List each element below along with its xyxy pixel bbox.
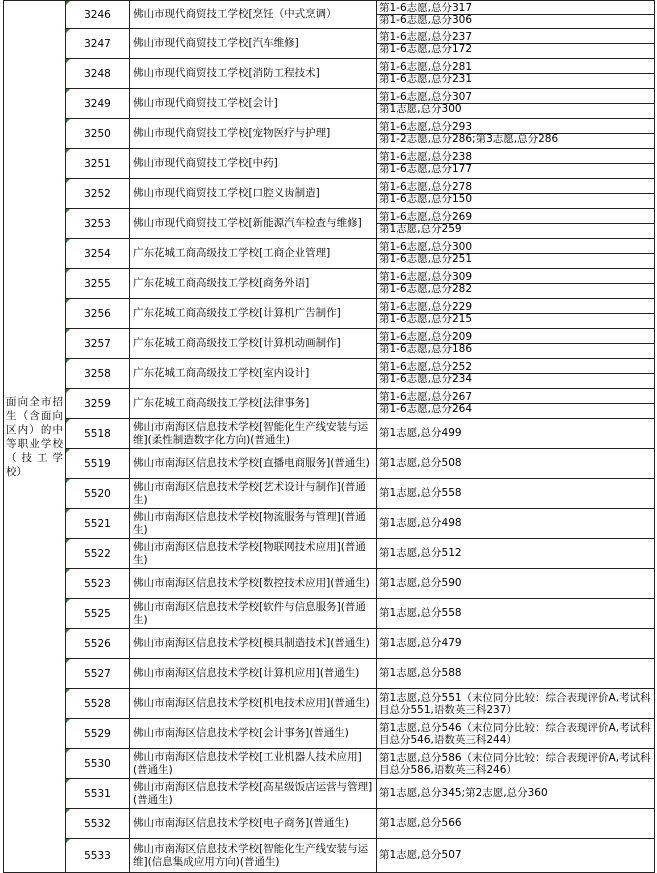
cutoff-score-line: 第1-6志愿,总分306 xyxy=(377,14,654,27)
program-code: 3253 xyxy=(66,209,130,239)
program-code: 3250 xyxy=(66,119,130,149)
program-code: 5528 xyxy=(66,689,130,719)
school-program-name: 佛山市现代商贸技工学校[汽车维修] xyxy=(130,29,377,59)
table-row xyxy=(4,119,655,149)
table-row xyxy=(4,419,655,449)
school-program-name: 佛山市现代商贸技工学校[消防工程技术] xyxy=(130,59,377,89)
school-program-name: 佛山市南海区信息技术学校[物联网技术应用](普通生) xyxy=(130,539,377,569)
school-program-name: 佛山市南海区信息技术学校[电子商务](普通生) xyxy=(130,809,377,839)
table-row xyxy=(4,329,655,359)
cutoff-score-cell xyxy=(377,89,655,119)
cutoff-score-cell xyxy=(377,209,655,239)
cutoff-score-cell xyxy=(377,689,655,719)
table-row xyxy=(4,59,655,89)
table-row xyxy=(4,239,655,269)
table-row xyxy=(4,299,655,329)
school-program-name: 佛山市现代商贸技工学校[烹饪（中式烹调） xyxy=(130,1,377,29)
cutoff-score-cell xyxy=(377,599,655,629)
school-program-name: 佛山市南海区信息技术学校[物流服务与管理](普通生) xyxy=(130,509,377,539)
cutoff-score-cell xyxy=(377,659,655,689)
cutoff-score-cell xyxy=(377,569,655,599)
table-row xyxy=(4,569,655,599)
cutoff-score-line: 第1-6志愿,总分237 xyxy=(379,30,473,43)
cutoff-score-cell xyxy=(377,779,655,809)
program-code: 3246 xyxy=(66,1,130,29)
program-code: 5522 xyxy=(66,539,130,569)
cutoff-score-line: 第1志愿,总分498 xyxy=(379,516,462,529)
cutoff-score-line: 第1-6志愿,总分300 xyxy=(379,240,473,253)
program-code: 3254 xyxy=(66,239,130,269)
table-row xyxy=(4,179,655,209)
cutoff-score-line: 第1志愿,总分588 xyxy=(379,666,462,679)
cutoff-score-line: 第1-6志愿,总分231 xyxy=(377,73,654,86)
school-program-name: 广东花城工商高级技工学校[计算机广告制作] xyxy=(130,299,377,329)
table-row xyxy=(4,749,655,779)
cutoff-score-line: 第1-6志愿,总分282 xyxy=(377,283,654,296)
program-code: 3252 xyxy=(66,179,130,209)
cutoff-score-cell xyxy=(377,509,655,539)
school-program-name: 佛山市现代商贸技工学校[新能源汽车检查与维修] xyxy=(130,209,377,239)
program-code: 5529 xyxy=(66,719,130,749)
school-program-name: 佛山市南海区信息技术学校[机电技术应用](普通生) xyxy=(130,689,377,719)
table-row xyxy=(4,659,655,689)
school-program-name: 佛山市南海区信息技术学校[高星级饭店运营与管理](普通生) xyxy=(130,779,377,809)
program-code: 3257 xyxy=(66,329,130,359)
school-program-name: 佛山市南海区信息技术学校[智能化生产线安装与运维](信息集成应用方向)(普通生) xyxy=(130,839,377,873)
school-program-name: 佛山市南海区信息技术学校[软件与信息服务](普通生) xyxy=(130,599,377,629)
cutoff-score-cell xyxy=(377,839,655,873)
table-row xyxy=(4,809,655,839)
table-row xyxy=(4,209,655,239)
cutoff-score-line: 第1-6志愿,总分234 xyxy=(377,373,654,386)
cutoff-score-cell xyxy=(377,119,655,149)
cutoff-score-line: 第1志愿,总分259 xyxy=(377,223,654,236)
school-program-name: 佛山市现代商贸技工学校[口腔义齿制造] xyxy=(130,179,377,209)
cutoff-score-line: 第1-6志愿,总分238 xyxy=(379,150,473,163)
cutoff-score-line: 第1志愿,总分558 xyxy=(379,486,462,499)
table-row xyxy=(4,89,655,119)
cutoff-score-cell xyxy=(377,809,655,839)
school-program-name: 佛山市南海区信息技术学校[艺术设计与制作](普通生) xyxy=(130,479,377,509)
table-row xyxy=(4,719,655,749)
cutoff-score-line: 第1志愿,总分300 xyxy=(377,103,654,116)
cutoff-score-line: 第1志愿,总分558 xyxy=(379,606,462,619)
table-row xyxy=(4,599,655,629)
school-program-name: 佛山市南海区信息技术学校[直播电商服务](普通生) xyxy=(130,449,377,479)
cutoff-score-cell xyxy=(377,179,655,209)
school-program-name: 佛山市南海区信息技术学校[智能化生产线安装与运维](柔性制造数字化方向)(普通生) xyxy=(130,419,377,449)
cutoff-score-line: 第1志愿,总分508 xyxy=(379,456,462,469)
cutoff-score-line: 第1-6志愿,总分186 xyxy=(377,343,654,356)
program-code: 3248 xyxy=(66,59,130,89)
cutoff-score-line: 第1-6志愿,总分317 xyxy=(379,1,473,14)
program-code: 5520 xyxy=(66,479,130,509)
program-code: 5523 xyxy=(66,569,130,599)
cutoff-score-cell xyxy=(377,29,655,59)
table-body xyxy=(4,1,655,873)
table-row xyxy=(4,779,655,809)
table-row xyxy=(4,149,655,179)
cutoff-score-line: 第1-6志愿,总分215 xyxy=(377,313,654,326)
cutoff-score-cell xyxy=(377,479,655,509)
program-code: 5532 xyxy=(66,809,130,839)
program-code: 5526 xyxy=(66,629,130,659)
table-row xyxy=(4,629,655,659)
program-code: 3251 xyxy=(66,149,130,179)
cutoff-score-line: 第1-6志愿,总分278 xyxy=(379,180,473,193)
table-row xyxy=(4,479,655,509)
cutoff-score-line: 第1-6志愿,总分307 xyxy=(379,90,473,103)
program-code: 3258 xyxy=(66,359,130,389)
table-row xyxy=(4,449,655,479)
school-program-name: 广东花城工商高级技工学校[法律事务] xyxy=(130,389,377,419)
cutoff-score-line: 第1志愿,总分345;第2志愿,总分360 xyxy=(379,786,548,799)
cutoff-score-cell xyxy=(377,539,655,569)
school-program-name: 佛山市南海区信息技术学校[计算机应用](普通生) xyxy=(130,659,377,689)
cutoff-score-line: 第1志愿,总分546（末位同分比较：综合表现评价A,考试科目总分546,语数英三科244） xyxy=(379,721,651,746)
cutoff-score-line: 第1志愿,总分590 xyxy=(379,576,462,589)
cutoff-score-line: 第1-6志愿,总分229 xyxy=(379,300,473,313)
cutoff-score-line: 第1-6志愿,总分293 xyxy=(379,120,473,133)
school-program-name: 广东花城工商高级技工学校[室内设计] xyxy=(130,359,377,389)
cutoff-score-line: 第1志愿,总分512 xyxy=(379,546,462,559)
cutoff-score-cell xyxy=(377,1,655,29)
cutoff-score-cell xyxy=(377,299,655,329)
school-program-name: 佛山市现代商贸技工学校[中药] xyxy=(130,149,377,179)
program-code: 5525 xyxy=(66,599,130,629)
program-code: 3255 xyxy=(66,269,130,299)
cutoff-score-line: 第1-6志愿,总分309 xyxy=(379,270,473,283)
cutoff-score-cell xyxy=(377,749,655,779)
table-row xyxy=(4,29,655,59)
cutoff-score-line: 第1-6志愿,总分252 xyxy=(379,360,473,373)
cutoff-score-line: 第1-6志愿,总分281 xyxy=(379,60,473,73)
table-row xyxy=(4,389,655,419)
school-program-name: 佛山市南海区信息技术学校[模具制造技术](普通生) xyxy=(130,629,377,659)
table-row xyxy=(4,689,655,719)
table-row xyxy=(4,269,655,299)
cutoff-score-cell xyxy=(377,389,655,419)
school-program-name: 佛山市南海区信息技术学校[会计事务](普通生) xyxy=(130,719,377,749)
table-row xyxy=(4,839,655,873)
program-code: 5533 xyxy=(66,839,130,873)
cutoff-score-line: 第1志愿,总分499 xyxy=(379,426,462,439)
cutoff-score-cell xyxy=(377,419,655,449)
program-code: 5518 xyxy=(66,419,130,449)
program-code: 5519 xyxy=(66,449,130,479)
cutoff-score-line: 第1-6志愿,总分172 xyxy=(377,43,654,56)
cutoff-score-line: 第1志愿,总分586（末位同分比较：综合表现评价A,考试科目总分586,语数英三科246） xyxy=(379,751,651,776)
cutoff-score-line: 第1-2志愿,总分286;第3志愿,总分286 xyxy=(377,133,654,146)
program-code: 5531 xyxy=(66,779,130,809)
program-code: 3247 xyxy=(66,29,130,59)
school-program-name: 佛山市南海区信息技术学校[数控技术应用](普通生) xyxy=(130,569,377,599)
school-program-name: 广东花城工商高级技工学校[计算机动画制作] xyxy=(130,329,377,359)
cutoff-score-line: 第1-6志愿,总分269 xyxy=(379,210,473,223)
table-row xyxy=(4,1,655,29)
program-code: 5530 xyxy=(66,749,130,779)
school-program-name: 广东花城工商高级技工学校[商务外语] xyxy=(130,269,377,299)
table-row xyxy=(4,359,655,389)
program-code: 3249 xyxy=(66,89,130,119)
cutoff-score-cell xyxy=(377,719,655,749)
table-row xyxy=(4,539,655,569)
cutoff-score-line: 第1志愿,总分551（末位同分比较：综合表现评价A,考试科目总分551,语数英三科237） xyxy=(379,691,651,716)
cutoff-score-line: 第1-6志愿,总分150 xyxy=(377,193,654,206)
cutoff-score-cell xyxy=(377,269,655,299)
cutoff-score-line: 第1志愿,总分566 xyxy=(379,816,462,829)
cutoff-score-cell xyxy=(377,329,655,359)
program-code: 5527 xyxy=(66,659,130,689)
program-code: 3256 xyxy=(66,299,130,329)
cutoff-score-line: 第1-6志愿,总分209 xyxy=(379,330,473,343)
cutoff-score-line: 第1志愿,总分479 xyxy=(379,636,462,649)
cutoff-score-line: 第1-6志愿,总分267 xyxy=(379,390,473,403)
cutoff-score-line: 第1-6志愿,总分251 xyxy=(377,253,654,266)
cutoff-score-line: 第1志愿,总分507 xyxy=(379,848,462,861)
school-program-name: 广东花城工商高级技工学校[工商企业管理] xyxy=(130,239,377,269)
program-code: 5521 xyxy=(66,509,130,539)
cutoff-score-cell xyxy=(377,449,655,479)
cutoff-score-cell xyxy=(377,629,655,659)
category-cell: 面向全市招生（含面向区内）的中等职业学校（技工学校） xyxy=(4,1,66,873)
cutoff-score-cell xyxy=(377,59,655,89)
admission-score-table xyxy=(3,0,655,873)
cutoff-score-line: 第1-6志愿,总分264 xyxy=(377,403,654,416)
school-program-name: 佛山市南海区信息技术学校[工业机器人技术应用](普通生) xyxy=(130,749,377,779)
school-program-name: 佛山市现代商贸技工学校[宠物医疗与护理] xyxy=(130,119,377,149)
school-program-name: 佛山市现代商贸技工学校[会计] xyxy=(130,89,377,119)
table-row xyxy=(4,509,655,539)
cutoff-score-line: 第1-6志愿,总分177 xyxy=(377,163,654,176)
cutoff-score-cell xyxy=(377,239,655,269)
cutoff-score-cell xyxy=(377,149,655,179)
cutoff-score-cell xyxy=(377,359,655,389)
program-code: 3259 xyxy=(66,389,130,419)
